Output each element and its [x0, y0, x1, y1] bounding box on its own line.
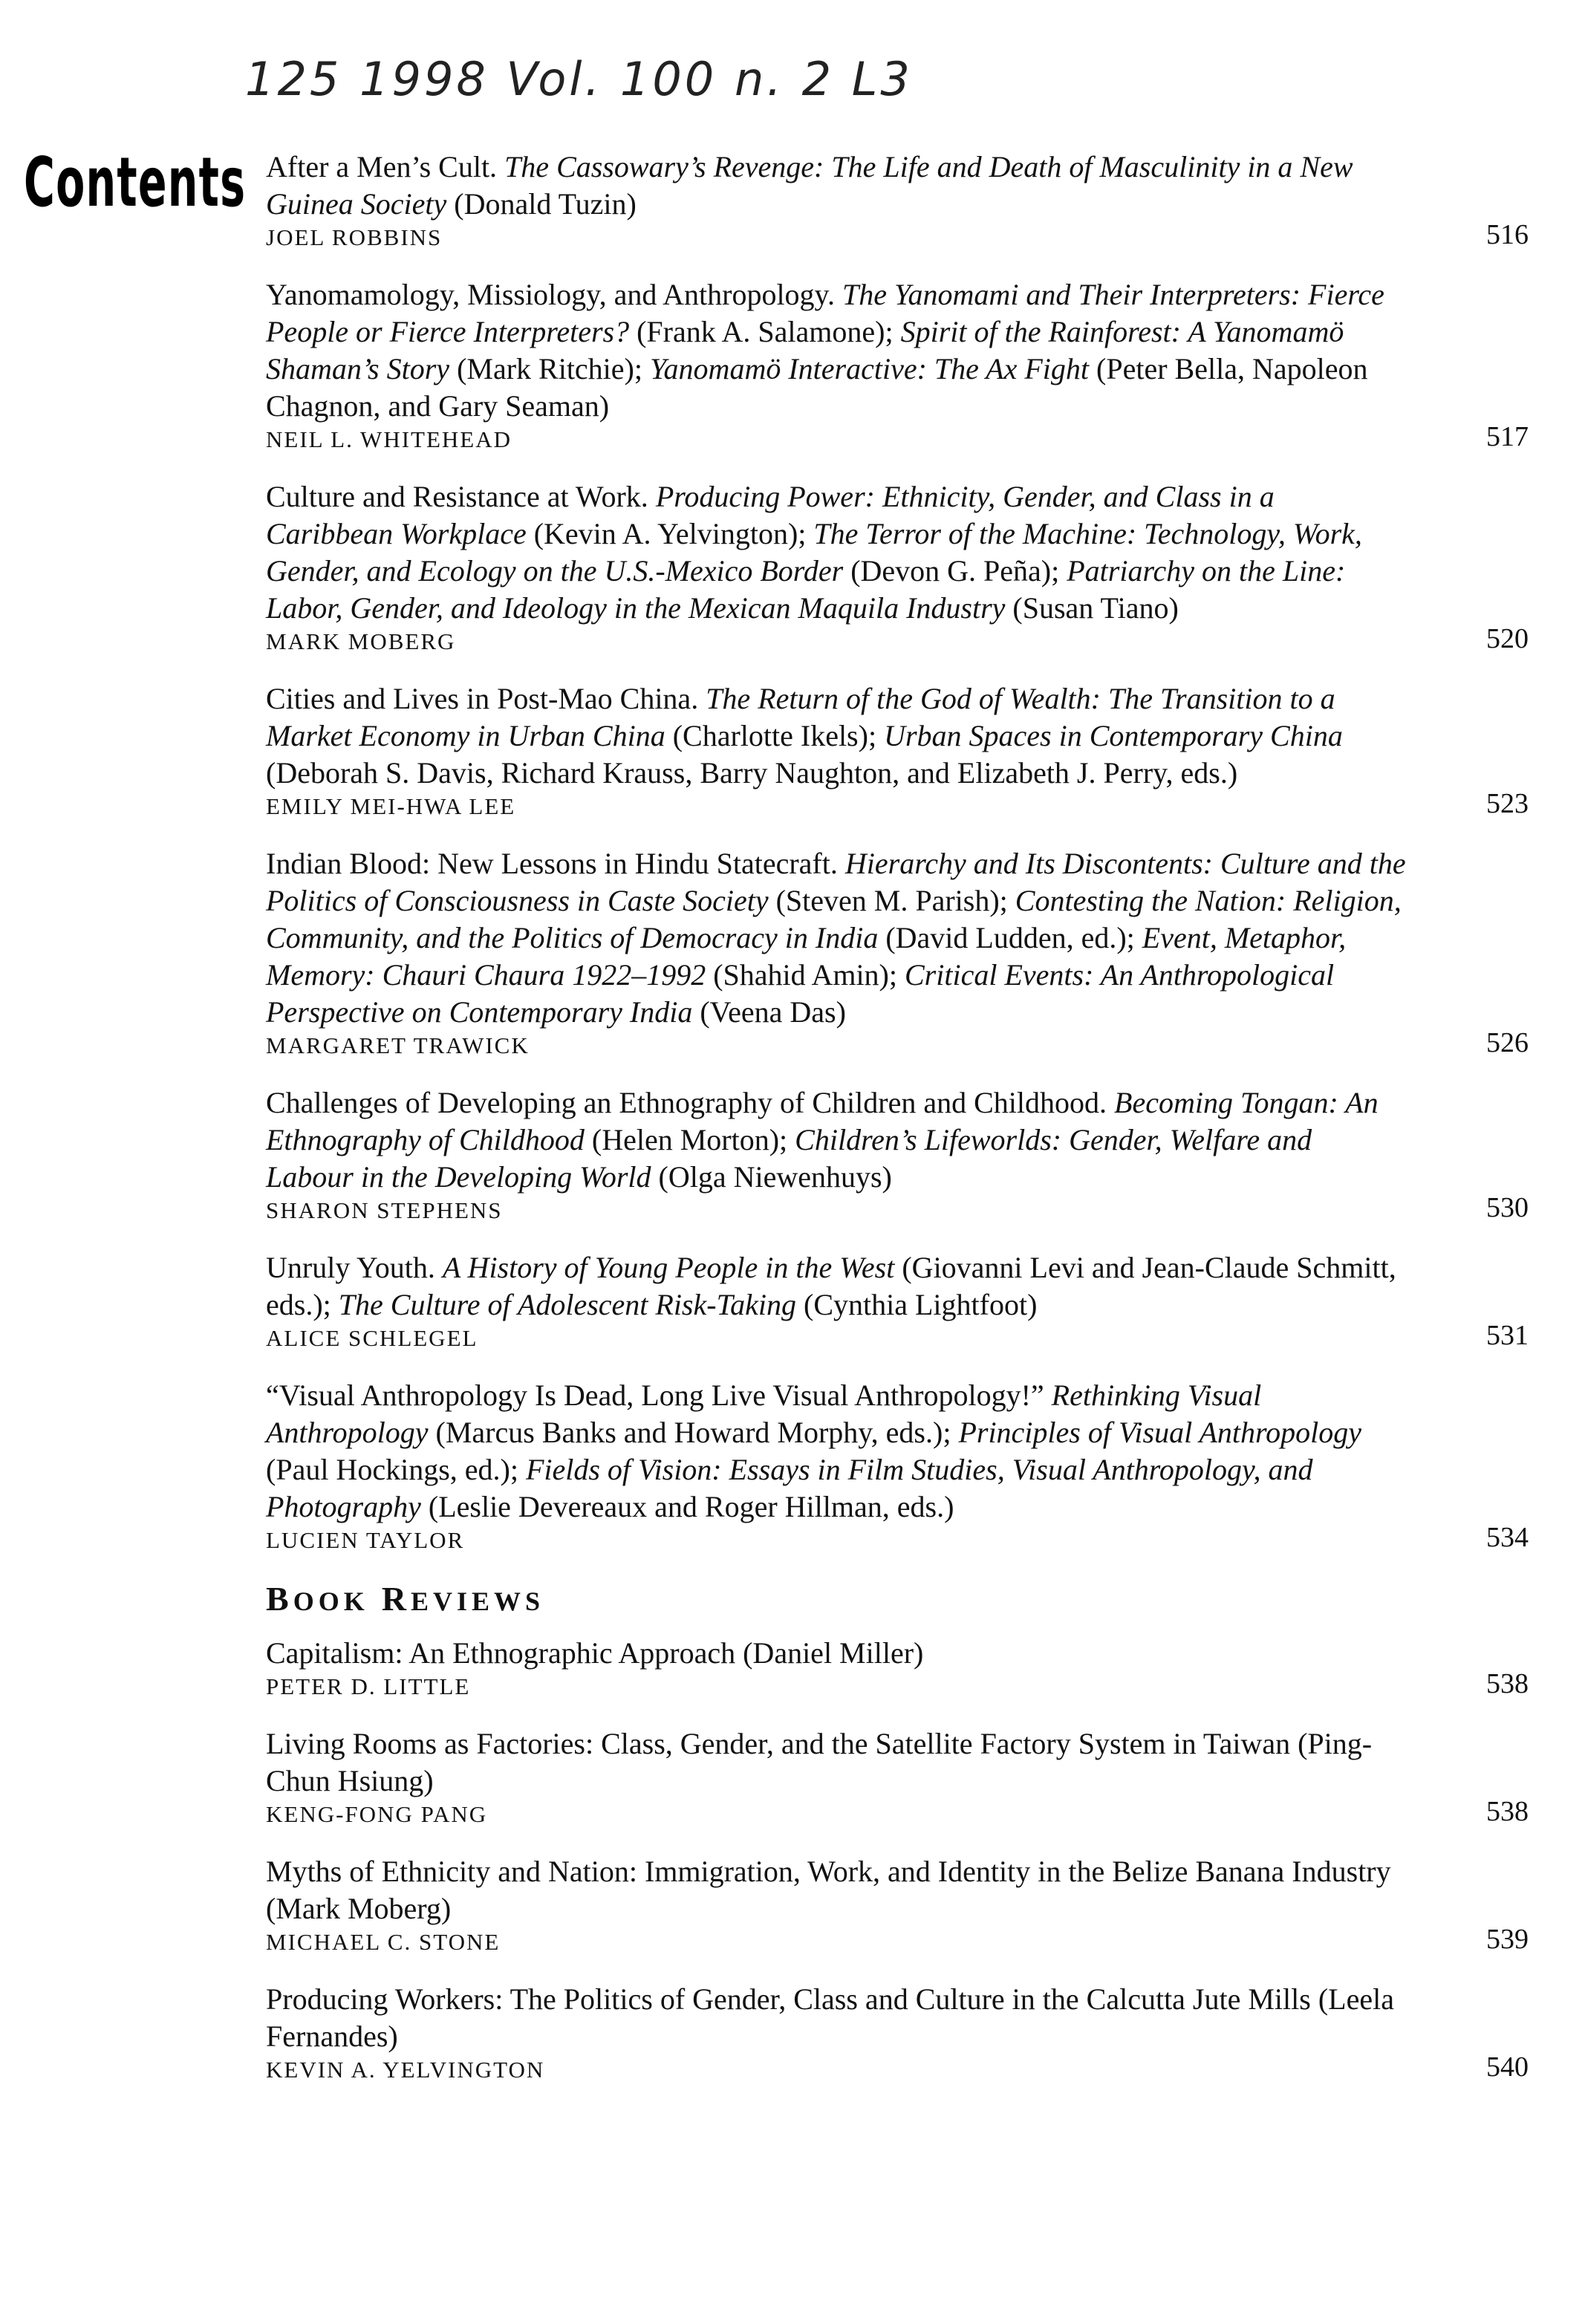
- entry-page-number: 517: [1486, 421, 1529, 452]
- entry-title: [266, 1084, 1406, 1196]
- book-title: The Terror of the Machine: Technology, Work, Gender, and Ecology on the U.S.-Mexico Border: [266, 517, 1362, 587]
- book-title: Yanomamö Interactive: The Ax Fight: [649, 352, 1090, 385]
- contents-entry: [266, 149, 1529, 251]
- title-text: (Mark Ritchie);: [449, 352, 650, 385]
- title-text: (Kevin A. Yelvington);: [526, 517, 814, 550]
- title-text: Living Rooms as Factories: Class, Gender, and the Satellite Factory System in Taiwan (Ping-Chun Hsiung): [266, 1727, 1373, 1797]
- contents-entry: [266, 1981, 1529, 2083]
- contents-entry: [266, 1249, 1529, 1352]
- title-text: (Susan Tiano): [1005, 591, 1179, 625]
- entry-page-number: 523: [1486, 788, 1529, 819]
- title-text: (David Ludden, ed.);: [878, 921, 1142, 954]
- title-text: Capitalism: An Ethnographic Approach (Daniel Miller): [266, 1636, 924, 1670]
- entry-author: EMILY MEI-HWA LEE: [266, 793, 516, 819]
- entry-title: [266, 478, 1406, 627]
- entry-title: [266, 1853, 1406, 1927]
- title-text: (Frank A. Salamone);: [629, 315, 901, 348]
- title-text: Unruly Youth.: [266, 1251, 443, 1284]
- entry-page-number: 534: [1486, 1522, 1529, 1553]
- book-title: A History of Young People in the West: [442, 1251, 895, 1284]
- title-text: (Veena Das): [692, 995, 846, 1029]
- entry-title: [266, 149, 1406, 223]
- book-title: Fields of Vision: Essays in Film Studies, Visual Anthropology, and Photography: [266, 1453, 1313, 1523]
- entry-page-number: 530: [1486, 1192, 1529, 1223]
- contents-entry: [266, 478, 1529, 655]
- title-text: (Donald Tuzin): [446, 187, 637, 221]
- title-text: (Giovanni Levi and Jean-Claude Schmitt, eds.);: [266, 1251, 1396, 1321]
- title-text: Indian Blood: New Lessons in Hindu Statecraft.: [266, 847, 845, 880]
- entry-author: KENG-FONG PANG: [266, 1801, 488, 1827]
- entry-title: [266, 1249, 1406, 1324]
- contents-entry: [266, 1084, 1529, 1224]
- book-title: Contesting the Nation: Religion, Community, and the Politics of Democracy in India: [266, 884, 1402, 954]
- title-text: Myths of Ethnicity and Nation: Immigration, Work, and Identity in the Belize Banana Industry (Mark Moberg): [266, 1855, 1391, 1925]
- entry-author: ALICE SCHLEGEL: [266, 1325, 478, 1351]
- book-title: Becoming Tongan: An Ethnography of Childhood: [266, 1086, 1379, 1156]
- title-text: (Charlotte Ikels);: [665, 719, 885, 752]
- entry-title: [266, 845, 1406, 1031]
- contents-entry: [266, 1377, 1529, 1554]
- entry-page-number: 531: [1486, 1320, 1529, 1351]
- title-text: “Visual Anthropology Is Dead, Long Live Visual Anthropology!”: [266, 1379, 1052, 1412]
- title-text: Culture and Resistance at Work.: [266, 480, 656, 513]
- book-review-list: [266, 1635, 1529, 2083]
- contents-entry: [266, 845, 1529, 1059]
- title-text: Cities and Lives in Post-Mao China.: [266, 682, 706, 715]
- book-reviews-heading: BOOK REVIEWS: [266, 1580, 544, 1618]
- title-text: Producing Workers: The Politics of Gender, Class and Culture in the Calcutta Jute Mills (Leela Fernandes): [266, 1982, 1394, 2053]
- title-text: (Cynthia Lightfoot): [796, 1288, 1038, 1321]
- title-text: (Deborah S. Davis, Richard Krauss, Barry Naughton, and Elizabeth J. Perry, eds.): [266, 756, 1238, 790]
- essay-list: [266, 149, 1529, 1554]
- book-title: The Cassowary’s Revenge: The Life and Death of Masculinity in a New Guinea Society: [266, 150, 1353, 221]
- book-title: Principles of Visual Anthropology: [958, 1416, 1361, 1449]
- title-text: (Peter Bella, Napoleon Chagnon, and Gary Seaman): [266, 352, 1368, 423]
- entry-page-number: 520: [1486, 623, 1529, 654]
- book-title: Event, Metaphor, Memory: Chauri Chaura 1922–1992: [266, 921, 1347, 992]
- book-title: Children’s Lifeworlds: Gender, Welfare and Labour in the Developing World: [266, 1123, 1312, 1194]
- entry-author: JOEL ROBBINS: [266, 224, 443, 250]
- entry-author: KEVIN A. YELVINGTON: [266, 2057, 545, 2083]
- contents-entry: [266, 1635, 1529, 1700]
- entry-title: [266, 1635, 1406, 1672]
- title-text: Challenges of Developing an Ethnography of Children and Childhood.: [266, 1086, 1115, 1119]
- entry-title: [266, 1981, 1406, 2055]
- entry-page-number: 516: [1486, 219, 1529, 250]
- entry-author: MICHAEL C. STONE: [266, 1929, 501, 1955]
- entry-page-number: 538: [1486, 1668, 1529, 1699]
- entry-page-number: 526: [1486, 1027, 1529, 1058]
- title-text: (Helen Morton);: [584, 1123, 795, 1156]
- entry-title: [266, 680, 1406, 792]
- entry-author: NEIL L. WHITEHEAD: [266, 426, 512, 452]
- entry-author: LUCIEN TAYLOR: [266, 1527, 465, 1553]
- book-title: Critical Events: An Anthropological Perspective on Contemporary India: [266, 958, 1335, 1029]
- entry-page-number: 539: [1486, 1924, 1529, 1955]
- page-heading: Contents: [24, 143, 247, 222]
- entry-author: MARGARET TRAWICK: [266, 1032, 530, 1058]
- book-title: Urban Spaces in Contemporary China: [884, 719, 1343, 752]
- entry-author: MARK MOBERG: [266, 628, 456, 654]
- contents-entry: [266, 680, 1529, 820]
- book-title: Producing Power: Ethnicity, Gender, and Class in a Caribbean Workplace: [266, 480, 1275, 550]
- title-text: (Olga Niewenhuys): [651, 1160, 892, 1194]
- title-text: (Shahid Amin);: [706, 958, 905, 992]
- book-title: The Culture of Adolescent Risk-Taking: [338, 1288, 797, 1321]
- entry-title: [266, 1725, 1406, 1800]
- contents-entry: [266, 1853, 1529, 1956]
- title-text: (Marcus Banks and Howard Morphy, eds.);: [428, 1416, 959, 1449]
- book-title: Rethinking Visual Anthropology: [266, 1379, 1262, 1449]
- book-title: Spirit of the Rainforest: A Yanomamö Shaman’s Story: [266, 315, 1344, 385]
- title-text: Yanomamology, Missiology, and Anthropology.: [266, 278, 842, 311]
- book-title: Patriarchy on the Line: Labor, Gender, and Ideology in the Mexican Maquila Industry: [266, 554, 1346, 625]
- contents-entry: [266, 276, 1529, 453]
- entry-author: PETER D. LITTLE: [266, 1673, 471, 1699]
- contents-entry: [266, 1725, 1529, 1828]
- book-title: The Return of the God of Wealth: The Transition to a Market Economy in Urban China: [266, 682, 1335, 752]
- book-title: Hierarchy and Its Discontents: Culture and the Politics of Consciousness in Caste Society: [266, 847, 1406, 917]
- title-text: (Steven M. Parish);: [768, 884, 1015, 917]
- entry-author: SHARON STEPHENS: [266, 1197, 503, 1223]
- entry-page-number: 538: [1486, 1796, 1529, 1827]
- entry-title: [266, 1377, 1406, 1526]
- title-text: After a Men’s Cult.: [266, 150, 505, 183]
- entry-title: [266, 276, 1406, 425]
- contents-list: [266, 149, 1529, 2109]
- title-text: (Leslie Devereaux and Roger Hillman, eds.): [420, 1490, 954, 1523]
- handwritten-note: 125 1998 Vol. 100 n. 2 L3: [245, 52, 913, 106]
- book-title: The Yanomami and Their Interpreters: Fierce People or Fierce Interpreters?: [266, 278, 1384, 348]
- entry-page-number: 540: [1486, 2051, 1529, 2083]
- title-text: (Paul Hockings, ed.);: [266, 1453, 526, 1486]
- title-text: (Devon G. Peña);: [843, 554, 1067, 587]
